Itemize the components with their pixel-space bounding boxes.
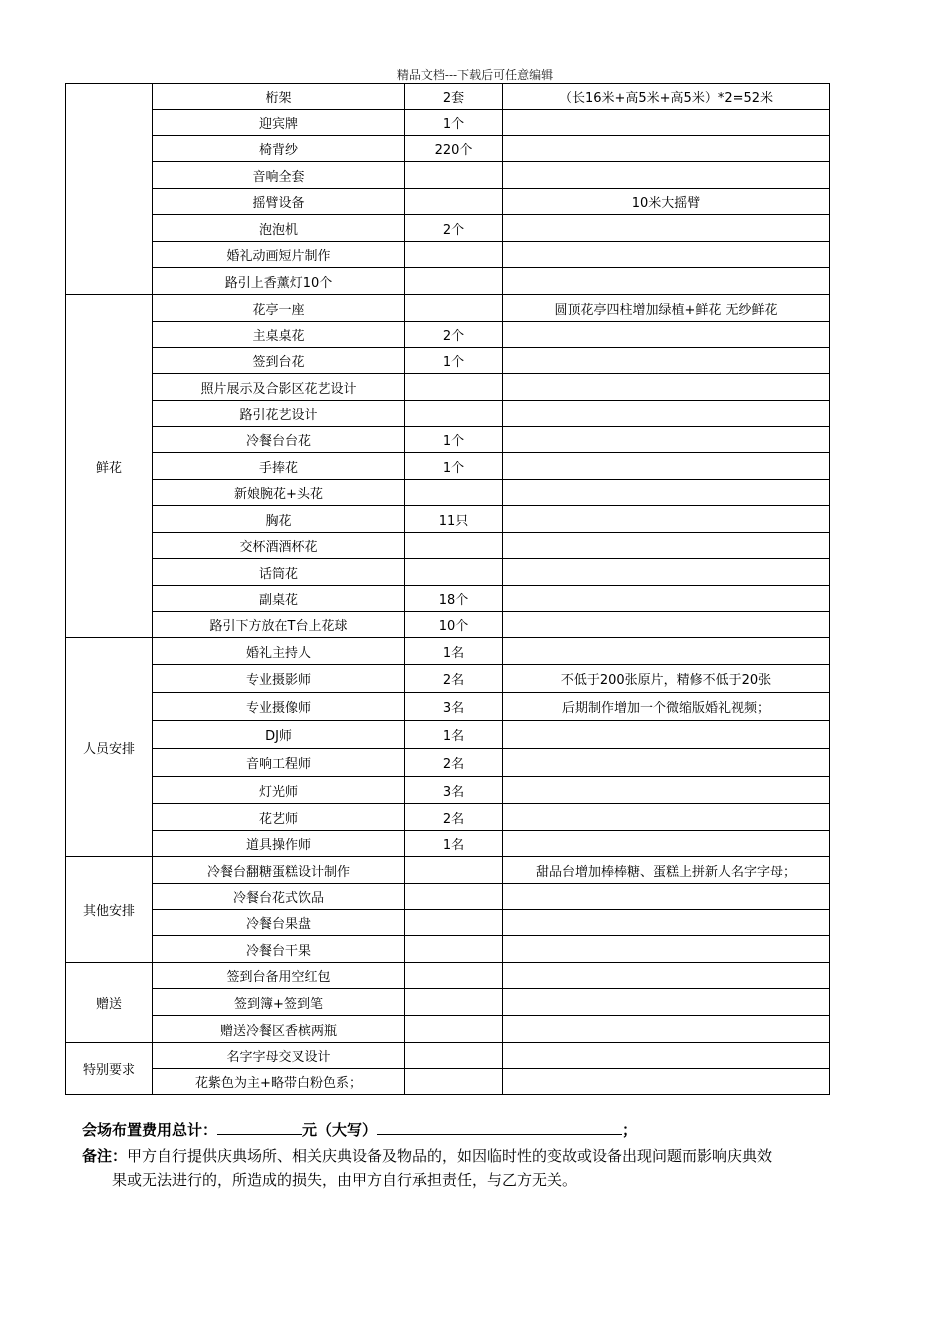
quantity-cell xyxy=(405,857,503,884)
quantity-cell: 2个 xyxy=(405,322,503,348)
table-row xyxy=(66,749,830,777)
quantity-cell: 2名 xyxy=(405,749,503,777)
table-row xyxy=(66,559,830,586)
quantity-cell xyxy=(405,401,503,427)
item-cell: 桁架 xyxy=(153,84,405,110)
quantity-cell xyxy=(405,268,503,295)
quantity-cell xyxy=(405,533,503,559)
quantity-cell: 3名 xyxy=(405,693,503,721)
item-cell: 新娘腕花+头花 xyxy=(153,480,405,506)
item-cell: 冷餐台台花 xyxy=(153,427,405,453)
table-row xyxy=(66,884,830,910)
note-cell xyxy=(503,831,830,857)
note-cell xyxy=(503,777,830,804)
item-cell: 迎宾牌 xyxy=(153,110,405,136)
note-cell xyxy=(503,506,830,533)
item-cell: 冷餐台花式饮品 xyxy=(153,884,405,910)
note-cell: 后期制作增加一个微缩版婚礼视频； xyxy=(503,693,830,721)
table-row xyxy=(66,136,830,162)
note-cell xyxy=(503,1069,830,1095)
note-cell: 甜品台增加棒棒糖、蛋糕上拼新人名字字母； xyxy=(503,857,830,884)
table-row xyxy=(66,586,830,612)
item-cell: 赠送冷餐区香槟两瓶 xyxy=(153,1016,405,1043)
table-row xyxy=(66,963,830,989)
quantity-cell: 1名 xyxy=(405,721,503,749)
note-cell xyxy=(503,749,830,777)
quantity-cell xyxy=(405,1043,503,1069)
quantity-cell: 2个 xyxy=(405,215,503,242)
quantity-cell xyxy=(405,559,503,586)
quantity-cell xyxy=(405,1069,503,1095)
note-cell xyxy=(503,162,830,189)
note-cell xyxy=(503,963,830,989)
note-cell xyxy=(503,401,830,427)
table-row xyxy=(66,721,830,749)
item-cell: 灯光师 xyxy=(153,777,405,804)
category-cell: 赠送 xyxy=(66,963,153,1043)
remark-label: 备注： xyxy=(82,1147,128,1165)
item-cell: 名字字母交叉设计 xyxy=(153,1043,405,1069)
item-cell: 泡泡机 xyxy=(153,215,405,242)
quantity-cell xyxy=(405,242,503,268)
note-cell xyxy=(503,910,830,936)
table-row xyxy=(66,1043,830,1069)
item-cell: 摇臂设备 xyxy=(153,189,405,215)
table-row xyxy=(66,110,830,136)
quantity-cell: 18个 xyxy=(405,586,503,612)
items-table-body xyxy=(66,84,830,1095)
table-row xyxy=(66,295,830,322)
note-cell xyxy=(503,480,830,506)
remark-text-1: 甲方自行提供庆典场所、相关庆典设备及物品的，如因临时性的变故或设备出现问题而影响庆典效 xyxy=(127,1147,773,1165)
quantity-cell xyxy=(405,1016,503,1043)
item-cell: 冷餐台翻糖蛋糕设计制作 xyxy=(153,857,405,884)
quantity-cell: 1个 xyxy=(405,427,503,453)
table-row xyxy=(66,936,830,963)
quantity-cell: 2套 xyxy=(405,84,503,110)
note-cell xyxy=(503,989,830,1016)
remark-text-2: 果或无法进行的，所造成的损失，由甲方自行承担责任，与乙方无关。 xyxy=(112,1171,578,1189)
category-cell: 人员安排 xyxy=(66,638,153,857)
quantity-cell: 1个 xyxy=(405,453,503,480)
item-cell: 椅背纱 xyxy=(153,136,405,162)
total-amount-blank[interactable] xyxy=(217,1119,302,1135)
quantity-cell xyxy=(405,480,503,506)
total-end-mark: ； xyxy=(622,1121,638,1139)
note-cell: 不低于200张原片，精修不低于20张 xyxy=(503,665,830,693)
table-row xyxy=(66,533,830,559)
quantity-cell: 1名 xyxy=(405,638,503,665)
table-row xyxy=(66,374,830,401)
table-row xyxy=(66,162,830,189)
table-row xyxy=(66,857,830,884)
table-row xyxy=(66,777,830,804)
item-cell: 婚礼主持人 xyxy=(153,638,405,665)
quantity-cell xyxy=(405,963,503,989)
table-row xyxy=(66,1069,830,1095)
footer xyxy=(82,1118,882,1192)
quantity-cell xyxy=(405,884,503,910)
items-table xyxy=(65,83,830,1095)
note-cell xyxy=(503,936,830,963)
quantity-cell xyxy=(405,936,503,963)
quantity-cell xyxy=(405,989,503,1016)
note-cell xyxy=(503,1043,830,1069)
table-row xyxy=(66,910,830,936)
item-cell: 音响工程师 xyxy=(153,749,405,777)
remark xyxy=(82,1144,882,1168)
page-header: 精品文档---下载后可任意编辑 xyxy=(396,68,554,82)
note-cell xyxy=(503,559,830,586)
note-cell xyxy=(503,1016,830,1043)
note-cell xyxy=(503,110,830,136)
quantity-cell xyxy=(405,295,503,322)
item-cell: 照片展示及合影区花艺设计 xyxy=(153,374,405,401)
note-cell xyxy=(503,427,830,453)
note-cell xyxy=(503,374,830,401)
item-cell: 胸花 xyxy=(153,506,405,533)
item-cell: 冷餐台果盘 xyxy=(153,910,405,936)
note-cell xyxy=(503,884,830,910)
note-cell xyxy=(503,721,830,749)
table-row xyxy=(66,804,830,831)
quantity-cell: 10个 xyxy=(405,612,503,638)
table-row xyxy=(66,453,830,480)
table-row xyxy=(66,84,830,110)
note-cell xyxy=(503,348,830,374)
table-row xyxy=(66,989,830,1016)
item-cell: 副桌花 xyxy=(153,586,405,612)
category-cell: 特别要求 xyxy=(66,1043,153,1095)
quantity-cell xyxy=(405,374,503,401)
quantity-cell: 1名 xyxy=(405,831,503,857)
item-cell: 婚礼动画短片制作 xyxy=(153,242,405,268)
item-cell: 花紫色为主+略带白粉色系； xyxy=(153,1069,405,1095)
item-cell: DJ师 xyxy=(153,721,405,749)
item-cell: 话筒花 xyxy=(153,559,405,586)
item-cell: 主桌桌花 xyxy=(153,322,405,348)
note-cell xyxy=(503,322,830,348)
table-row xyxy=(66,189,830,215)
quantity-cell xyxy=(405,910,503,936)
table-row xyxy=(66,831,830,857)
note-cell xyxy=(503,136,830,162)
note-cell xyxy=(503,242,830,268)
total-unit-label: 元（大写） xyxy=(302,1121,378,1139)
quantity-cell: 1个 xyxy=(405,110,503,136)
item-cell: 路引下方放在T台上花球 xyxy=(153,612,405,638)
quantity-cell: 2名 xyxy=(405,665,503,693)
table-row xyxy=(66,427,830,453)
note-cell xyxy=(503,268,830,295)
table-row xyxy=(66,506,830,533)
table-row xyxy=(66,480,830,506)
quantity-cell: 11只 xyxy=(405,506,503,533)
note-cell: （长16米+高5米+高5米）*2=52米 xyxy=(503,84,830,110)
category-cell: 鲜花 xyxy=(66,295,153,638)
item-cell: 专业摄影师 xyxy=(153,665,405,693)
note-cell xyxy=(503,804,830,831)
item-cell: 花亭一座 xyxy=(153,295,405,322)
quantity-cell: 3名 xyxy=(405,777,503,804)
item-cell: 手捧花 xyxy=(153,453,405,480)
item-cell: 花艺师 xyxy=(153,804,405,831)
total-cost-line xyxy=(82,1118,882,1142)
quantity-cell xyxy=(405,162,503,189)
table-row xyxy=(66,242,830,268)
item-cell: 交杯酒酒杯花 xyxy=(153,533,405,559)
total-label: 会场布置费用总计： xyxy=(82,1121,218,1139)
table-row xyxy=(66,401,830,427)
table-row xyxy=(66,1016,830,1043)
quantity-cell: 220个 xyxy=(405,136,503,162)
category-cell xyxy=(66,84,153,295)
item-cell: 签到台备用空红包 xyxy=(153,963,405,989)
item-cell: 冷餐台干果 xyxy=(153,936,405,963)
quantity-cell xyxy=(405,189,503,215)
table-row xyxy=(66,612,830,638)
total-uppercase-blank[interactable] xyxy=(377,1119,622,1135)
table-row xyxy=(66,693,830,721)
table-row xyxy=(66,322,830,348)
item-cell: 专业摄像师 xyxy=(153,693,405,721)
item-cell: 路引上香薰灯10个 xyxy=(153,268,405,295)
note-cell: 圆顶花亭四柱增加绿植+鲜花 无纱鲜花 xyxy=(503,295,830,322)
quantity-cell: 1个 xyxy=(405,348,503,374)
table-row xyxy=(66,215,830,242)
note-cell xyxy=(503,586,830,612)
item-cell: 道具操作师 xyxy=(153,831,405,857)
note-cell xyxy=(503,533,830,559)
note-cell xyxy=(503,638,830,665)
note-cell xyxy=(503,612,830,638)
item-cell: 签到台花 xyxy=(153,348,405,374)
category-cell: 其他安排 xyxy=(66,857,153,963)
note-cell xyxy=(503,215,830,242)
quantity-cell: 2名 xyxy=(405,804,503,831)
table-row xyxy=(66,268,830,295)
item-cell: 签到簿+签到笔 xyxy=(153,989,405,1016)
item-cell: 路引花艺设计 xyxy=(153,401,405,427)
table-row xyxy=(66,638,830,665)
table-row xyxy=(66,665,830,693)
note-cell xyxy=(503,453,830,480)
item-cell: 音响全套 xyxy=(153,162,405,189)
note-cell: 10米大摇臂 xyxy=(503,189,830,215)
table-row xyxy=(66,348,830,374)
